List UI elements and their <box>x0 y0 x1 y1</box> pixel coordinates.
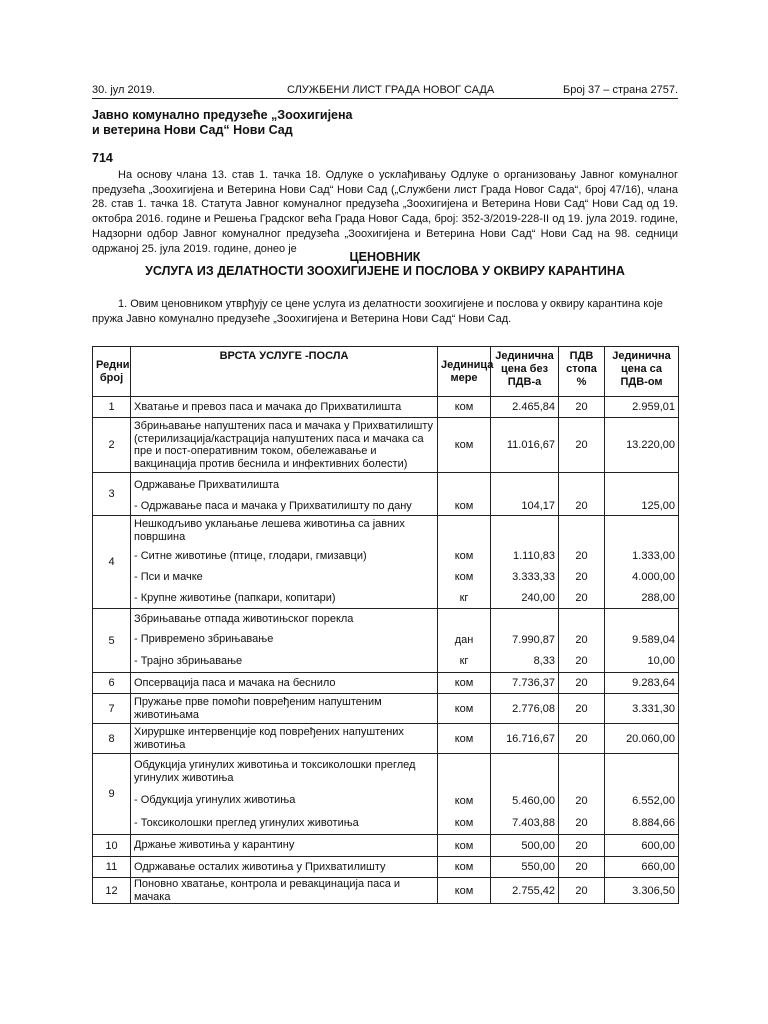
price-with-vat <box>605 609 679 629</box>
price-with-vat: 288,00 <box>605 588 679 609</box>
service-description: Одржавање Прихватилишта <box>131 473 438 497</box>
service-description: - Одржавање паса и мачака у Прихватилишту по дану <box>131 497 438 516</box>
unit-of-measure: ком <box>438 835 491 857</box>
price-without-vat: 11.016,67 <box>491 418 559 473</box>
service-description: - Крупне животиње (папкари, копитари) <box>131 588 438 609</box>
row-number: 8 <box>93 724 131 754</box>
header-price-net: Јединична цена без ПДВ-а <box>491 347 559 397</box>
row-number: 5 <box>93 609 131 673</box>
unit-of-measure: ком <box>438 673 491 694</box>
price-with-vat: 4.000,00 <box>605 567 679 588</box>
service-description: Опсервација паса и мачака на беснило <box>131 673 438 694</box>
price-with-vat: 1.333,00 <box>605 546 679 567</box>
document-title: ЦЕНОВНИК <box>349 250 421 264</box>
vat-rate: 20 <box>559 878 605 904</box>
row-number: 2 <box>93 418 131 473</box>
service-description: Збрињавање напуштених паса и мачака у Прихватилишту (стерилизација/кастрација напуштених паса и мачака са пре и пост-оперативним током, обележавање и вакцинација против беснила и инфективних болести) <box>131 418 438 473</box>
vat-rate: 20 <box>559 835 605 857</box>
price-with-vat: 6.552,00 <box>605 790 679 812</box>
price-table <box>92 346 679 904</box>
unit-of-measure: ком <box>438 724 491 754</box>
header-divider <box>92 98 678 99</box>
price-with-vat <box>605 473 679 497</box>
service-description: Збрињавање отпада животињског порекла <box>131 609 438 629</box>
table-row <box>93 567 679 588</box>
service-description: Поновно хватање, контрола и ревакцинација паса и мачака <box>131 878 438 904</box>
price-without-vat: 240,00 <box>491 588 559 609</box>
price-with-vat: 9.589,04 <box>605 629 679 651</box>
paragraph-1-text: 1. Овим ценовником утврђују се цене услуга из делатности зоохигијене и послова у оквиру карантина које пружа Јавно комунално предузеће „Зоохигијена и Ветерина Нови Сад“ Нови Сад. <box>92 298 663 325</box>
table-row <box>93 651 679 673</box>
vat-rate: 20 <box>559 418 605 473</box>
unit-of-measure: дан <box>438 629 491 651</box>
unit-of-measure <box>438 754 491 790</box>
unit-of-measure: кг <box>438 651 491 673</box>
vat-rate: 20 <box>559 694 605 724</box>
row-number: 6 <box>93 673 131 694</box>
table-row <box>93 878 679 904</box>
vat-rate: 20 <box>559 629 605 651</box>
table-row <box>93 694 679 724</box>
row-number: 3 <box>93 473 131 516</box>
price-with-vat: 3.331,30 <box>605 694 679 724</box>
unit-of-measure: ком <box>438 546 491 567</box>
service-description: Држање животиња у карантину <box>131 835 438 857</box>
price-without-vat: 3.333,33 <box>491 567 559 588</box>
table-row <box>93 497 679 516</box>
price-with-vat: 20.060,00 <box>605 724 679 754</box>
service-description: - Трајно збрињавање <box>131 651 438 673</box>
price-with-vat: 9.283,64 <box>605 673 679 694</box>
table-row <box>93 473 679 497</box>
unit-of-measure <box>438 516 491 546</box>
vat-rate: 20 <box>559 857 605 878</box>
table-row <box>93 754 679 790</box>
vat-rate: 20 <box>559 651 605 673</box>
unit-of-measure: кг <box>438 588 491 609</box>
price-without-vat: 5.460,00 <box>491 790 559 812</box>
table-row <box>93 418 679 473</box>
document-subtitle: УСЛУГА ИЗ ДЕЛАТНОСТИ ЗООХИГИЈЕНЕ И ПОСЛОВА У ОКВИРУ КАРАНТИНА <box>145 264 625 278</box>
price-without-vat: 16.716,67 <box>491 724 559 754</box>
price-with-vat <box>605 754 679 790</box>
service-description: - Привремено збрињавање <box>131 629 438 651</box>
vat-rate <box>559 516 605 546</box>
price-with-vat <box>605 516 679 546</box>
price-with-vat: 13.220,00 <box>605 418 679 473</box>
table-row <box>93 516 679 546</box>
price-without-vat: 550,00 <box>491 857 559 878</box>
issuer-line-2: и ветерина Нови Сад“ Нови Сад <box>92 123 293 137</box>
price-without-vat <box>491 516 559 546</box>
price-with-vat: 125,00 <box>605 497 679 516</box>
intro-paragraph <box>92 168 678 256</box>
vat-rate: 20 <box>559 724 605 754</box>
unit-of-measure: ком <box>438 857 491 878</box>
price-with-vat: 3.306,50 <box>605 878 679 904</box>
header-publication: СЛУЖБЕНИ ЛИСТ ГРАДА НОВОГ САДА <box>287 84 495 96</box>
unit-of-measure: ком <box>438 812 491 835</box>
unit-of-measure: ком <box>438 418 491 473</box>
service-description: - Пси и мачке <box>131 567 438 588</box>
table-row <box>93 812 679 835</box>
table-header-row <box>93 347 679 397</box>
price-without-vat: 500,00 <box>491 835 559 857</box>
header-vat-rate: ПДВ стопа % <box>559 347 605 397</box>
vat-rate: 20 <box>559 397 605 418</box>
unit-of-measure <box>438 473 491 497</box>
header-date: 30. јул 2019. <box>92 84 156 96</box>
table-row <box>93 397 679 418</box>
unit-of-measure: ком <box>438 694 491 724</box>
price-without-vat: 8,33 <box>491 651 559 673</box>
table-row <box>93 790 679 812</box>
service-description: - Обдукција угинулих животиња <box>131 790 438 812</box>
row-number: 4 <box>93 516 131 609</box>
price-without-vat: 1.110,83 <box>491 546 559 567</box>
table-row <box>93 629 679 651</box>
unit-of-measure: ком <box>438 790 491 812</box>
row-number: 7 <box>93 694 131 724</box>
service-description: Пружање прве помоћи повређеним напуштеним животињама <box>131 694 438 724</box>
unit-of-measure: ком <box>438 567 491 588</box>
header-issue-page: Број 37 – страна 2757. <box>563 84 678 96</box>
row-number: 9 <box>93 754 131 835</box>
price-with-vat: 10,00 <box>605 651 679 673</box>
price-without-vat: 7.736,37 <box>491 673 559 694</box>
price-without-vat: 104,17 <box>491 497 559 516</box>
unit-of-measure: ком <box>438 397 491 418</box>
service-description: - Токсиколошки преглед угинулих животиња <box>131 812 438 835</box>
table-row <box>93 588 679 609</box>
vat-rate: 20 <box>559 546 605 567</box>
service-description: Обдукција угинулих животиња и токсиколошки преглед угинулих животиња <box>131 754 438 790</box>
service-description: Хватање и превоз паса и мачака до Прихватилишта <box>131 397 438 418</box>
table-row <box>93 835 679 857</box>
vat-rate: 20 <box>559 567 605 588</box>
price-without-vat: 7.990,87 <box>491 629 559 651</box>
row-number: 12 <box>93 878 131 904</box>
header-service: ВРСТА УСЛУГЕ -ПОСЛА <box>131 347 438 397</box>
unit-of-measure: ком <box>438 878 491 904</box>
service-description: Хируршке интервенције код повређених напуштених животиња <box>131 724 438 754</box>
vat-rate <box>559 609 605 629</box>
price-without-vat: 2.776,08 <box>491 694 559 724</box>
vat-rate: 20 <box>559 588 605 609</box>
price-without-vat: 7.403,88 <box>491 812 559 835</box>
row-number: 11 <box>93 857 131 878</box>
vat-rate: 20 <box>559 497 605 516</box>
issuer-name <box>92 108 353 138</box>
table-row <box>93 857 679 878</box>
price-with-vat: 8.884,66 <box>605 812 679 835</box>
service-description: Одржавање осталих животиња у Прихватилишту <box>131 857 438 878</box>
intro-text: На основу члана 13. став 1. тачка 18. Одлуке о усклађивању Одлуке о организовању Јавног комуналног предузећа „Зоохигијена и Ветерина Нови Сад“ Нови Сад („Службени лист Града Новог Сада“, број 47/16), члана 28. став 1. тачка 18. Статута Јавног комуналног предузећа „Зоохигијена и Ветерина Нови Сад“ Нови Сад од 19. октобра 2016. године и Решења Градског већа Града Новог Сада, број: 352-3/2019-228-II од 19. јула 2019. године, Надзорни одбор Јавног комуналног предузећа „Зоохигијена и Ветерина Нови Сад“ Нови Сад на 98. седници одржаној 25. јула 2019. године, донео је <box>92 169 678 255</box>
table-row <box>93 609 679 629</box>
document-number: 714 <box>92 151 113 165</box>
vat-rate <box>559 473 605 497</box>
price-with-vat: 600,00 <box>605 835 679 857</box>
price-without-vat: 2.755,42 <box>491 878 559 904</box>
service-description: - Ситне животиње (птице, глодари, гмизавци) <box>131 546 438 567</box>
price-with-vat: 2.959,01 <box>605 397 679 418</box>
vat-rate: 20 <box>559 790 605 812</box>
price-without-vat <box>491 609 559 629</box>
unit-of-measure: ком <box>438 497 491 516</box>
header-no: Редни број <box>93 347 131 397</box>
row-number: 1 <box>93 397 131 418</box>
table-row <box>93 724 679 754</box>
issuer-line-1: Јавно комунално предузеће „Зоохигијена <box>92 108 353 122</box>
table-body <box>93 397 679 904</box>
price-without-vat: 2.465,84 <box>491 397 559 418</box>
table-row <box>93 546 679 567</box>
vat-rate: 20 <box>559 812 605 835</box>
table-row <box>93 673 679 694</box>
row-number: 10 <box>93 835 131 857</box>
price-with-vat: 660,00 <box>605 857 679 878</box>
price-without-vat <box>491 473 559 497</box>
vat-rate: 20 <box>559 673 605 694</box>
price-without-vat <box>491 754 559 790</box>
paragraph-1 <box>92 297 678 326</box>
vat-rate <box>559 754 605 790</box>
header-unit: Јединица мере <box>438 347 491 397</box>
unit-of-measure <box>438 609 491 629</box>
header-price-gross: Јединична цена са ПДВ-ом <box>605 347 679 397</box>
service-description: Нешкодљиво уклањање лешева животиња са јавних површина <box>131 516 438 546</box>
